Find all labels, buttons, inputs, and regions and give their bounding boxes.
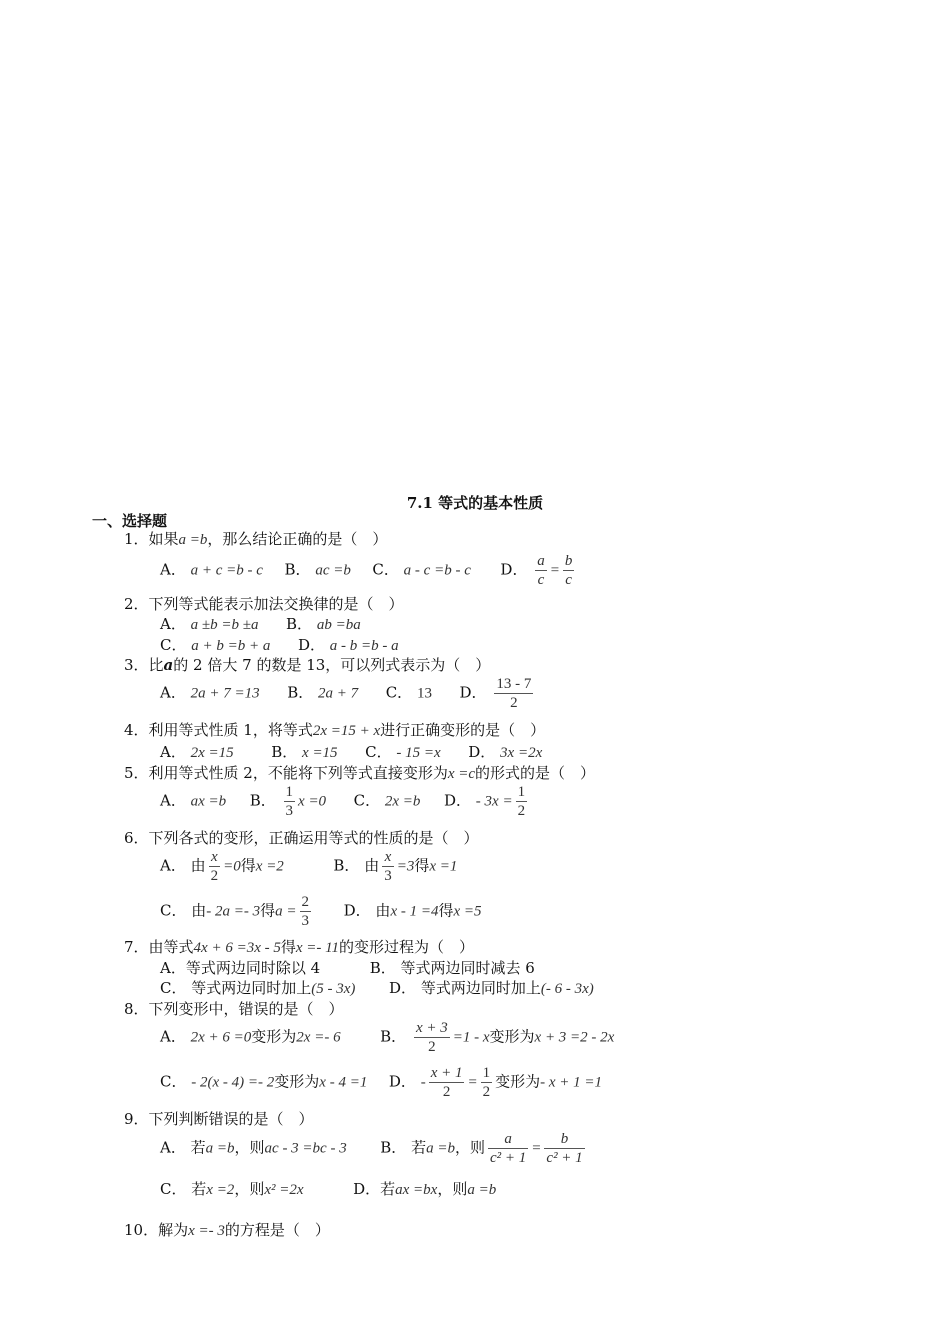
option-d-fraction-right: $\frac{b}{c}$ [564, 553, 573, 588]
section-heading: 一、选择题 [92, 512, 168, 530]
question-9-options-ab: A． 若a =b，则ac - 3 =bc - 3 B． 若a =b，则 $\frac{a}{\text{c² + 1}}$ = $\frac{b}{\text{c² + 1}}$ [160, 1131, 583, 1166]
option-b: 2a + 7 [318, 685, 359, 702]
question-8-options-cd: C． - 2(x - 4) =- 2变形为x - 4 =1 D． - $\frac{x + 1}{2}$ = $\frac{1}{2}$ 变形为- x + 1 =1 [160, 1065, 603, 1100]
option-d-fraction-left: $\frac{a}{c}$ [537, 553, 545, 588]
option-a: a + c =b - c [190, 562, 263, 579]
page-title: 7.1 等式的基本性质 [406, 494, 544, 512]
question-2-stem: 2．下列等式能表示加法交换律的是（ ） [124, 595, 404, 613]
option-a: a ±b =b ±a [190, 617, 259, 633]
question-6-options-ab: A． 由 $\frac{x}{2}$ =0得x =2 B． 由 $\frac{x}{3}$ =3得x =1 [160, 849, 458, 884]
option-b: x =15 [302, 745, 338, 761]
option-c: 2x =b [384, 793, 421, 810]
question-4-stem: 4．利用等式性质 1，将等式2x =15 + x进行正确变形的是（ ） [124, 721, 546, 739]
option-c: - 15 =x [396, 745, 441, 761]
question-8-stem: 8．下列变形中，错误的是（ ） [124, 1000, 344, 1018]
option-a: 2x =15 [190, 745, 234, 761]
question-4-options: A． 2x =15 B． x =15 C． - 15 =x D． 3x =2x [160, 743, 543, 761]
question-8-options-ab: A． 2x + 6 =0变形为2x =- 6 B． $\frac{x + 3}{2}$ =1 - x变形为x + 3 =2 - 2x [160, 1020, 615, 1055]
question-2-options-ab: A． a ±b =b ±a B． ab =ba [160, 615, 361, 633]
question-9-stem: 9．下列判断错误的是（ ） [124, 1110, 314, 1128]
option-d-fraction: $\frac{13 - 7}{2}$ [496, 676, 532, 711]
option-c: a + b =b + a [191, 638, 271, 654]
question-3-stem: 3．比a的 2 倍大 7 的数是 13，可以列式表示为（ ） [124, 656, 491, 674]
question-7-options-ab: A．等式两边同时除以 4 B． 等式两边同时减去 6 [160, 959, 535, 977]
question-7-options-cd: C． 等式两边同时加上(5 - 3x) D． 等式两边同时加上(- 6 - 3x) [160, 979, 594, 997]
option-c: a - c =b - c [403, 562, 471, 579]
option-b: 等式两边同时减去 6 [400, 959, 535, 977]
option-a: 等式两边同时除以 4 [185, 959, 321, 977]
question-10-stem: 10．解为x =- 3的方程是（ ） [124, 1221, 330, 1239]
option-b: ac =b [315, 562, 351, 579]
question-1-stem: 1．如果a =b，那么结论正确的是（ ） [124, 530, 388, 548]
option-b-fraction: $\frac{1}{3}$ [285, 784, 294, 819]
question-7-stem: 7．由等式4x + 6 =3x - 5得x =- 11的变形过程为（ ） [124, 938, 475, 956]
option-c: 13 [416, 685, 432, 702]
question-3-options: A． 2a + 7 =13 B． 2a + 7 C． 13 D． $\frac{13 - 7}{2}$ [160, 676, 532, 711]
option-d-fraction: $\frac{1}{2}$ [517, 784, 526, 819]
question-5-options: A． ax =b B． $\frac{1}{3}$ x =0 C． 2x =b D． - 3x = $\frac{1}{2}$ [160, 784, 526, 819]
question-6-options-cd: C． 由- 2a =- 3得a = $\frac{2}{3}$ D． 由x - 1 =4得x =5 [160, 894, 482, 929]
option-a: ax =b [190, 793, 227, 810]
option-d: a - b =b - a [329, 638, 399, 654]
option-a: 2a + 7 =13 [190, 685, 260, 702]
question-9-options-cd: C． 若x =2，则x² =2x D．若ax =bx，则a =b [160, 1180, 497, 1198]
option-b: ab =ba [316, 617, 361, 633]
question-2-options-cd: C． a + b =b + a D． a - b =b - a [160, 636, 399, 654]
option-d: 3x =2x [500, 745, 543, 761]
question-1-options: A． a + c =b - c B． ac =b C． a - c =b - c D． $\frac{a}{c}$ = $\frac{b}{c}$ [160, 553, 573, 588]
question-6-stem: 6．下列各式的变形，正确运用等式的性质的是（ ） [124, 829, 479, 847]
question-5-stem: 5．利用等式性质 2，不能将下列等式直接变形为x =c的形式的是（ ） [124, 764, 596, 782]
